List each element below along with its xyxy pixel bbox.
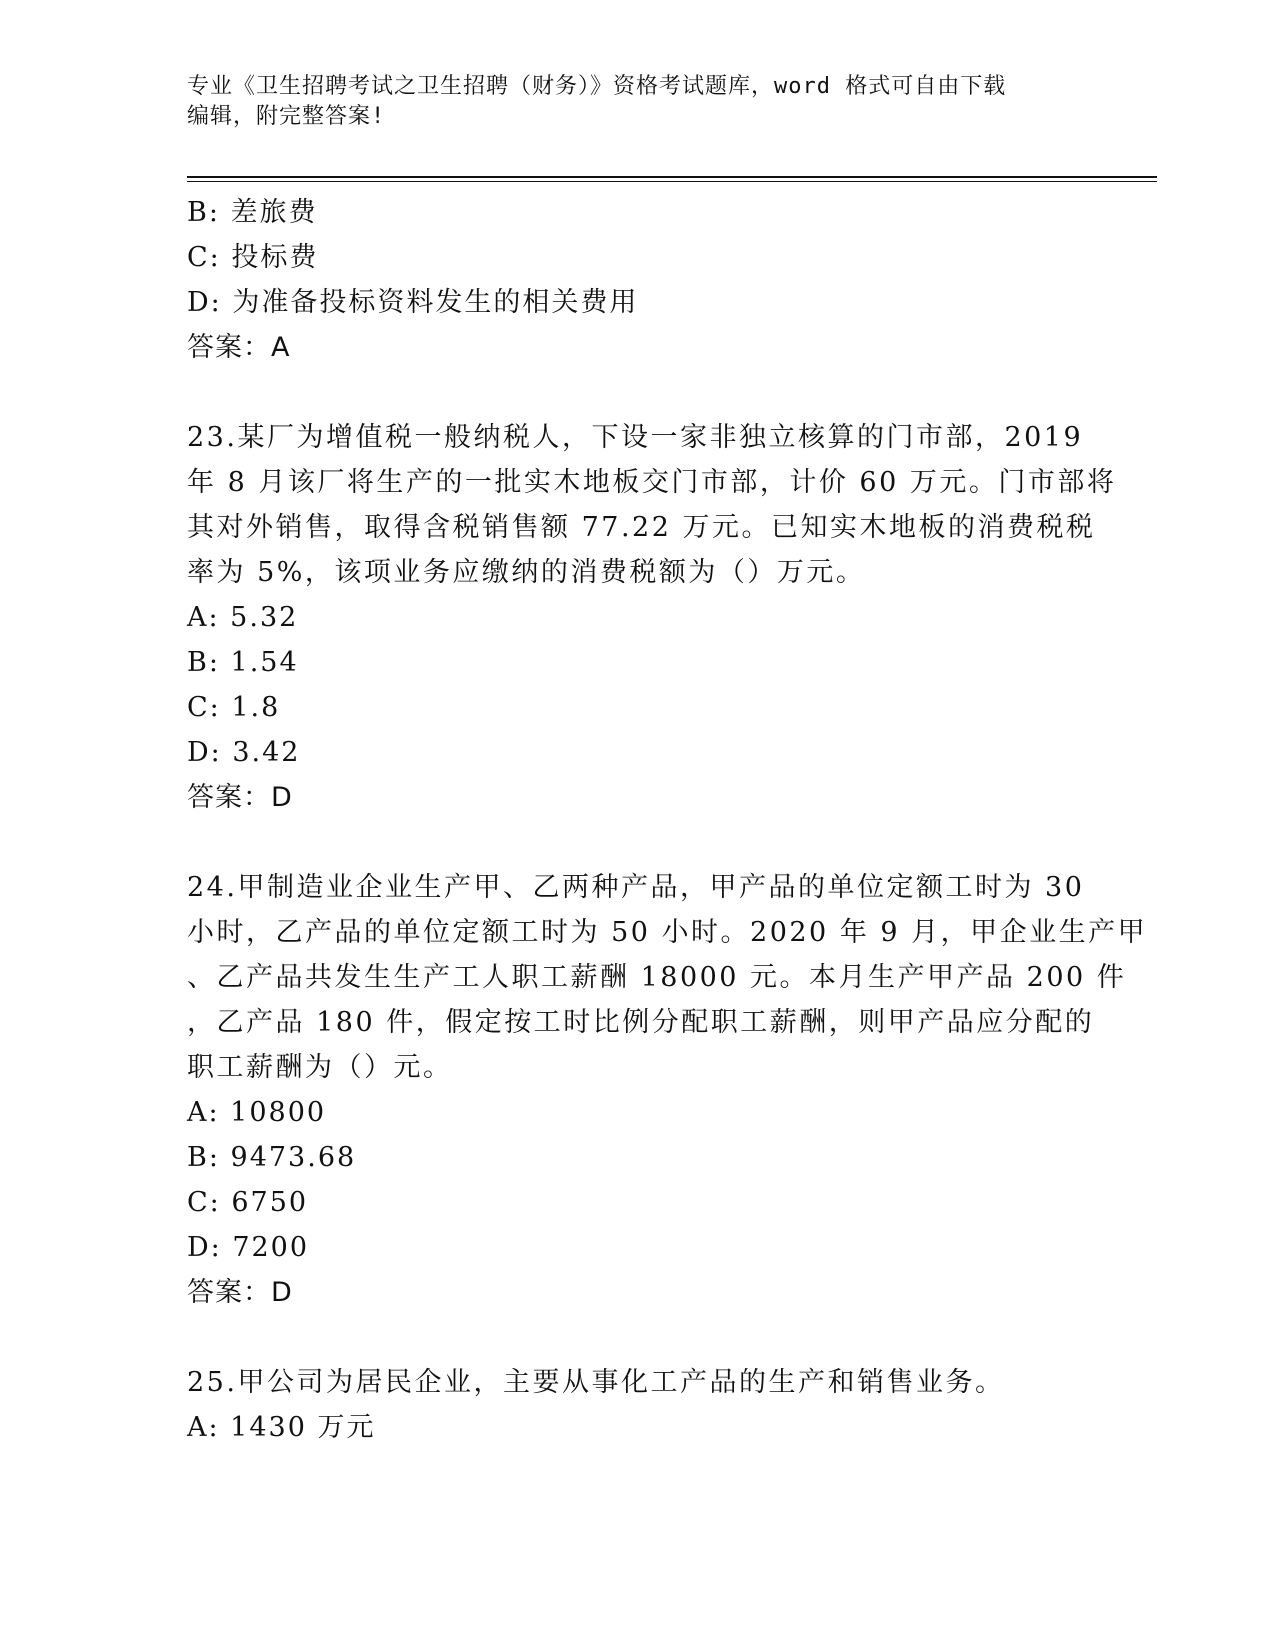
option-d: D: 7200 — [187, 1232, 310, 1263]
option-c: C: 1.8 — [187, 692, 281, 723]
header-line-1: 专业《卫生招聘考试之卫生招聘（财务）》资格考试题库，word 格式可自由下载 — [187, 74, 1007, 99]
spacer — [187, 820, 1087, 865]
question-list — [187, 190, 1148, 1450]
stem-line: ，乙产品 180 件，假定按工时比例分配职工薪酬，则甲产品应分配的 — [187, 1007, 1095, 1038]
question-25 — [187, 1360, 1087, 1450]
question-23 — [187, 415, 1117, 820]
option-a: A: 10800 — [187, 1097, 327, 1128]
header-line-2: 编辑，附完整答案! — [187, 104, 386, 129]
question-stem — [187, 1360, 1087, 1405]
answer: 答案：D — [187, 782, 293, 813]
header-divider-thick — [187, 176, 1157, 178]
stem-line: 23.某厂为增值税一般纳税人，下设一家非独立核算的门市部，2019 — [187, 422, 1084, 453]
option-a: A: 5.32 — [187, 602, 299, 633]
stem-line: 其对外销售，取得含税销售额 77.22 万元。已知实木地板的消费税税 — [187, 512, 1096, 543]
option-a: A: 1430 万元 — [187, 1412, 376, 1443]
document-header — [187, 72, 1067, 132]
option-b: B: 差旅费 — [187, 197, 318, 228]
answer: 答案：A — [187, 332, 291, 363]
stem-line: 年 8 月该厂将生产的一批实木地板交门市部，计价 60 万元。门市部将 — [187, 467, 1117, 498]
stem-line: 、乙产品共发生生产工人职工薪酬 18000 元。本月生产甲产品 200 件 — [187, 962, 1127, 993]
stem-line: 小时，乙产品的单位定额工时为 50 小时。2020 年 9 月，甲企业生产甲 — [187, 917, 1148, 948]
option-b: B: 1.54 — [187, 647, 299, 678]
answer: 答案：D — [187, 1277, 293, 1308]
stem-line: 25.甲公司为居民企业，主要从事化工产品的生产和销售业务。 — [187, 1367, 1005, 1398]
spacer — [187, 370, 1087, 415]
question-stem — [187, 415, 1117, 595]
option-c: C: 投标费 — [187, 242, 319, 273]
question-24 — [187, 865, 1148, 1315]
header-divider-thin — [187, 181, 1157, 182]
stem-line: 24.甲制造业企业生产甲、乙两种产品，甲产品的单位定额工时为 30 — [187, 872, 1085, 903]
question-22-tail — [187, 190, 1087, 370]
option-c: C: 6750 — [187, 1187, 309, 1218]
option-b: B: 9473.68 — [187, 1142, 357, 1173]
option-d: D: 为准备投标资料发生的相关费用 — [187, 287, 639, 318]
option-d: D: 3.42 — [187, 737, 301, 768]
stem-line: 率为 5%，该项业务应缴纳的消费税额为（）万元。 — [187, 557, 866, 588]
spacer — [187, 1315, 1087, 1360]
stem-line: 职工薪酬为（）元。 — [187, 1052, 453, 1083]
question-stem — [187, 865, 1148, 1090]
